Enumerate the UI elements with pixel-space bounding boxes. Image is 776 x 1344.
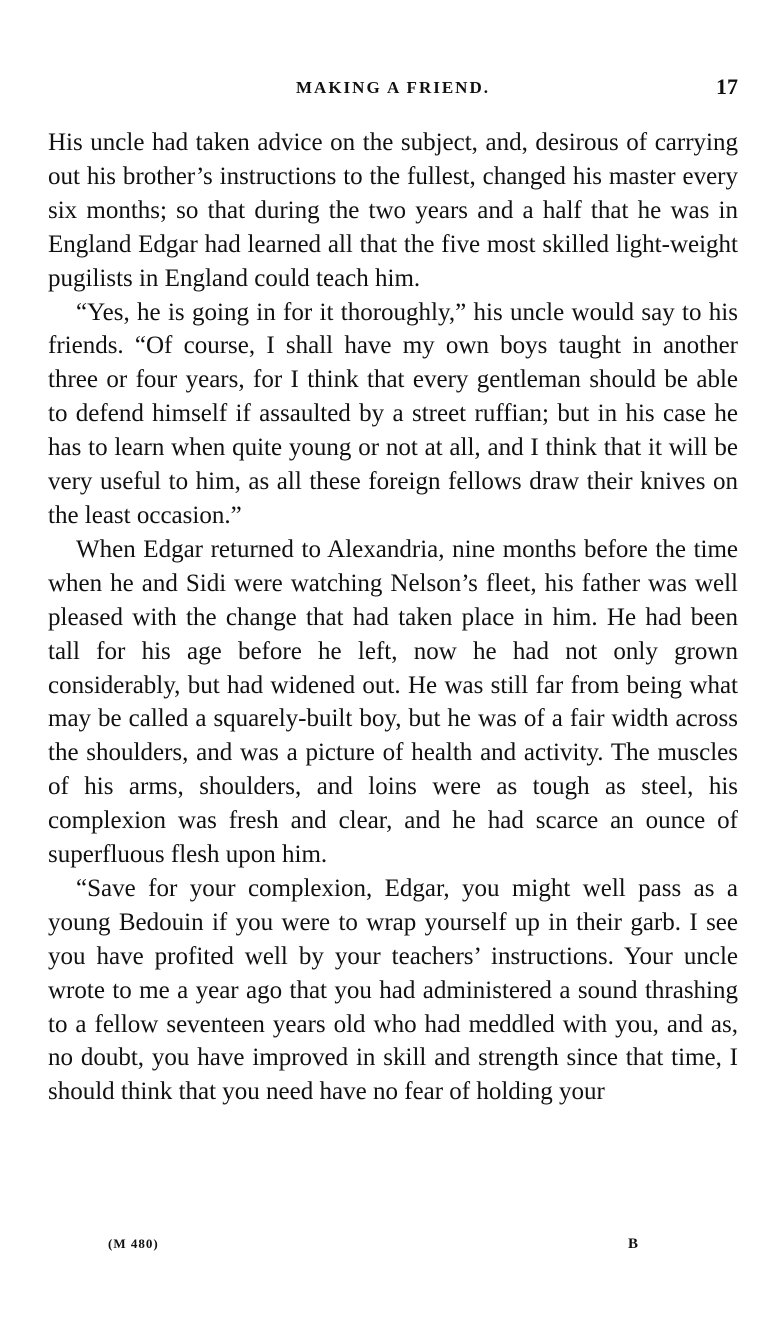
body-text — [48, 126, 738, 1109]
page-footer — [48, 1236, 738, 1260]
paragraph-4: “Save for your complexion, Edgar, you might well pass as a young Bedouin if you were to wrap yourself up in their garb. I see you have profited well by your teachers’ instructions. Your uncle wrote to me a year ago that you had administered a sound thrashing to a fellow seventeen years old who had meddled with you, and as, no doubt, you have improved in skill and strength since that time, I should think that you need have no fear of holding your — [48, 874, 738, 1106]
page-number: 17 — [716, 74, 738, 99]
running-title: MAKING A FRIEND. — [296, 78, 490, 97]
running-header — [48, 74, 738, 104]
sheet-mark: B — [628, 1236, 639, 1252]
paragraph-1: His uncle had taken advice on the subject, and, desirous of carrying out his brother’s instructions to the fullest, changed his master every six months; so that during the two years and a half that he was in England Edgar had learned all that the five most skilled light-weight pugilists in England could teach him. — [48, 129, 738, 292]
paragraph-3: When Edgar returned to Alexandria, nine months before the time when he and Sidi were watching Nelson’s fleet, his father was well pleased with the change that had taken place in him. He had been tall for his age before he left, now he had not only grown considerably, but had widened out. He was still far from being what may be called a squarely-built boy, but he was of a fair width across the shoulders, and was a picture of health and activity. The muscles of his arms, shoulders, and loins were as tough as steel, his complexion was fresh and clear, and he had scarce an ounce of superfluous flesh upon him. — [48, 535, 738, 869]
printer-signature: (M 480) — [108, 1236, 159, 1251]
paragraph-2: “Yes, he is going in for it thoroughly,” his uncle would say to his friends. “Of course, I shall have my own boys taught in another three or four years, for I think that every gentleman should be able to defend himself if assaulted by a street ruffian; but in his case he has to learn when quite young or not at all, and I think that it will be very useful to him, as all these foreign fellows draw their knives on the least occasion.” — [48, 298, 738, 529]
